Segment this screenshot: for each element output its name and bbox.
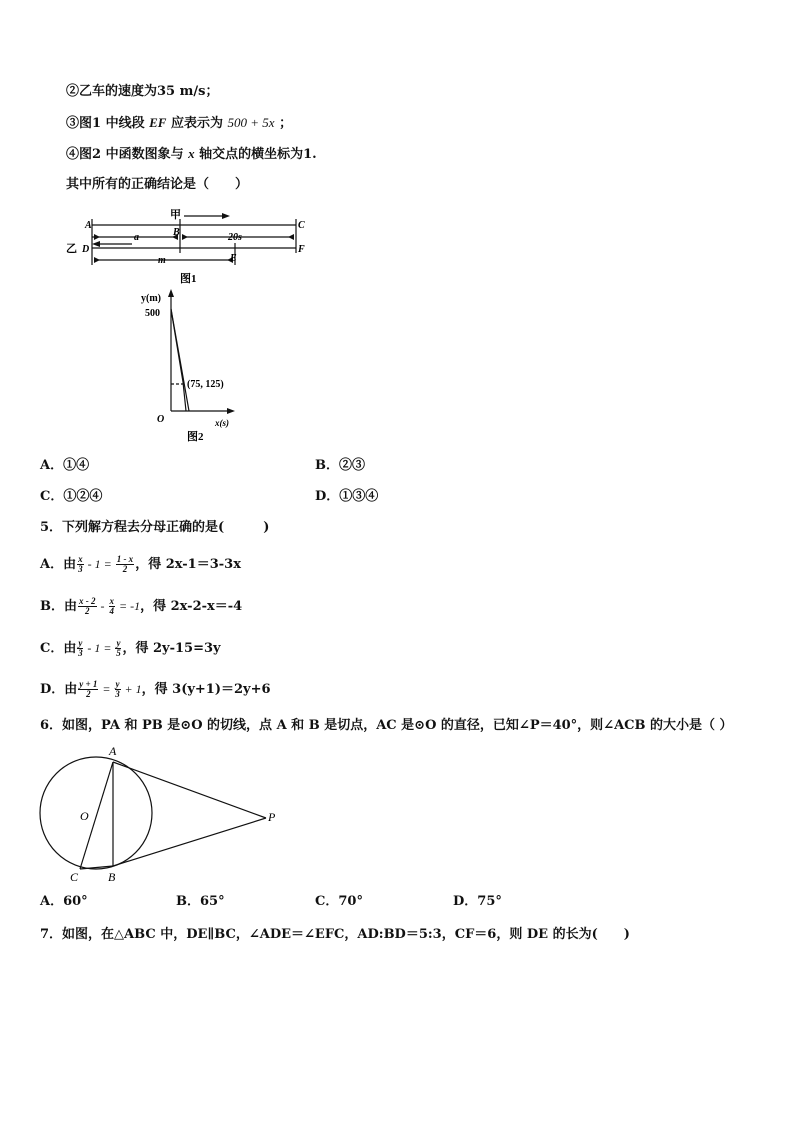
- figure-q6: [30, 738, 290, 888]
- q5-b-f2-num: x: [109, 596, 114, 606]
- fig2-xlabel: x(s): [215, 418, 229, 428]
- q5-b-tail: ，得 2x-2-x＝-4: [140, 599, 243, 614]
- q5-c-mid: - 1 =: [84, 641, 115, 655]
- q5-b-f1-num: x - 2: [79, 596, 96, 606]
- fig1-point-a: A: [85, 220, 92, 231]
- q5-b-f1-den: 2: [85, 606, 90, 616]
- q5-a-f2-num: 1 - x: [116, 554, 134, 564]
- statement-3: [66, 114, 292, 133]
- fig1-seg-a: a: [134, 232, 139, 243]
- q5-c-tail: ，得 2y-15=3y: [122, 641, 221, 656]
- fig1-caption: 图1: [180, 273, 197, 285]
- q5-d-f1-num: y + 1: [79, 679, 98, 689]
- q5-d-mid2: + 1: [121, 682, 142, 696]
- fig1-label-jia: 甲: [170, 209, 181, 221]
- statement-3-mid: 应表示为: [170, 116, 223, 131]
- q6-point-c: C: [70, 870, 79, 884]
- q5-a-f1-num: x: [78, 554, 83, 564]
- q5-a-lead: A．由: [40, 557, 77, 572]
- fig1-point-e: E: [230, 253, 237, 264]
- q5-option-c: [40, 639, 221, 658]
- q5-option-a: [40, 555, 241, 574]
- q5-a-tail: ，得 2x-1＝3-3x: [135, 557, 241, 572]
- q5-option-d: [40, 680, 271, 699]
- q5-d-f2-den: 3: [115, 689, 120, 699]
- fig1-seg-m: m: [158, 255, 166, 266]
- fig2-caption: 图2: [187, 431, 204, 443]
- fig2-point-label: (75, 125): [187, 379, 224, 390]
- q6-stem: 6．如图，PA 和 PB 是⊙O 的切线，点 A 和 B 是切点，AC 是⊙O 的直径，已知∠P＝40°，则∠ACB 的大小是（ ）: [40, 718, 733, 733]
- statement-4-var: x: [188, 146, 195, 161]
- q5-d-f2-num: y: [115, 679, 120, 689]
- statement-3-var: EF: [149, 115, 167, 130]
- q5-c-f1-den: 3: [78, 648, 83, 658]
- q5-c-lead: C．由: [40, 641, 77, 656]
- q6-point-p: P: [268, 810, 276, 824]
- fig1-seg-20s: 20s: [228, 232, 242, 243]
- q5-c-f2-num: y: [116, 638, 121, 648]
- q4-option-d: D．①③④: [315, 489, 379, 504]
- q5-c-frac-1: [77, 639, 83, 658]
- fig1-point-c: C: [298, 220, 305, 231]
- statement-3-expr: 500 + 5x: [227, 115, 275, 130]
- q5-d-frac-1: [78, 680, 98, 699]
- fig1-point-d: D: [82, 244, 90, 255]
- q6-point-o: O: [80, 809, 89, 823]
- q4-prompt: 其中所有的正确结论是（ ）: [66, 177, 249, 192]
- q5-d-tail: ，得 3(y+1)＝2y+6: [141, 682, 271, 697]
- statement-3-suffix: ；: [279, 116, 293, 131]
- q5-option-b: [40, 597, 242, 616]
- fig1-point-b: B: [173, 227, 180, 238]
- q5-b-mid: -: [97, 599, 108, 613]
- statement-4-prefix: ④图2 中函数图象与: [66, 147, 184, 162]
- q4-option-b: B．②③: [315, 458, 365, 473]
- q5-b-f2-den: 4: [109, 606, 114, 616]
- fig1-label-yi: 乙: [66, 243, 77, 255]
- q5-c-frac-2: [115, 639, 121, 658]
- q5-b-lead: B．由: [40, 599, 77, 614]
- q5-d-lead: D．由: [40, 682, 78, 697]
- q5-d-mid: =: [99, 682, 114, 696]
- figure-2: [135, 285, 255, 445]
- fig2-ylabel: y(m): [141, 293, 161, 304]
- q5-b-frac-1: [78, 597, 97, 616]
- statement-4: [66, 145, 317, 164]
- q7-stem: 7．如图，在△ABC 中，DE∥BC，∠ADE＝∠EFC，AD:BD＝5:3，CF＝6，则 DE 的长为( ): [40, 927, 630, 942]
- q5-a-frac-1: [77, 555, 84, 574]
- q5-a-mid: - 1 =: [84, 557, 115, 571]
- fig2-y500: 500: [145, 308, 160, 319]
- q5-a-f1-den: 3: [78, 564, 83, 574]
- q5-d-frac-2: [115, 680, 121, 699]
- q5-c-f2-den: 5: [116, 648, 121, 658]
- q6-point-a: A: [109, 744, 117, 758]
- statement-3-prefix: ③图1 中线段: [66, 116, 145, 131]
- q5-a-f2-den: 2: [122, 564, 128, 574]
- figure-1: [60, 205, 320, 287]
- q6-point-b: B: [108, 870, 116, 884]
- fig1-point-f: F: [298, 244, 305, 255]
- statement-2: ②乙车的速度为35 m/s；: [66, 84, 219, 99]
- q6-option-a: A．60°: [40, 894, 88, 909]
- q5-d-f1-den: 2: [86, 689, 91, 699]
- q4-option-c: C．①②④: [40, 489, 103, 504]
- q5-stem: 5．下列解方程去分母正确的是( ): [40, 520, 270, 535]
- q5-b-mid2: = -1: [116, 599, 141, 613]
- statement-4-suffix: 轴交点的横坐标为1.: [199, 147, 317, 162]
- q5-a-frac-2: [116, 555, 135, 574]
- q4-option-a: A．①④: [40, 458, 90, 473]
- q6-option-c: C．70°: [315, 894, 363, 909]
- q6-option-d: D．75°: [453, 894, 502, 909]
- fig2-origin: O: [157, 414, 165, 425]
- q5-b-frac-2: [109, 597, 116, 616]
- q6-option-b: B．65°: [176, 894, 225, 909]
- q5-c-f1-num: y: [78, 638, 83, 648]
